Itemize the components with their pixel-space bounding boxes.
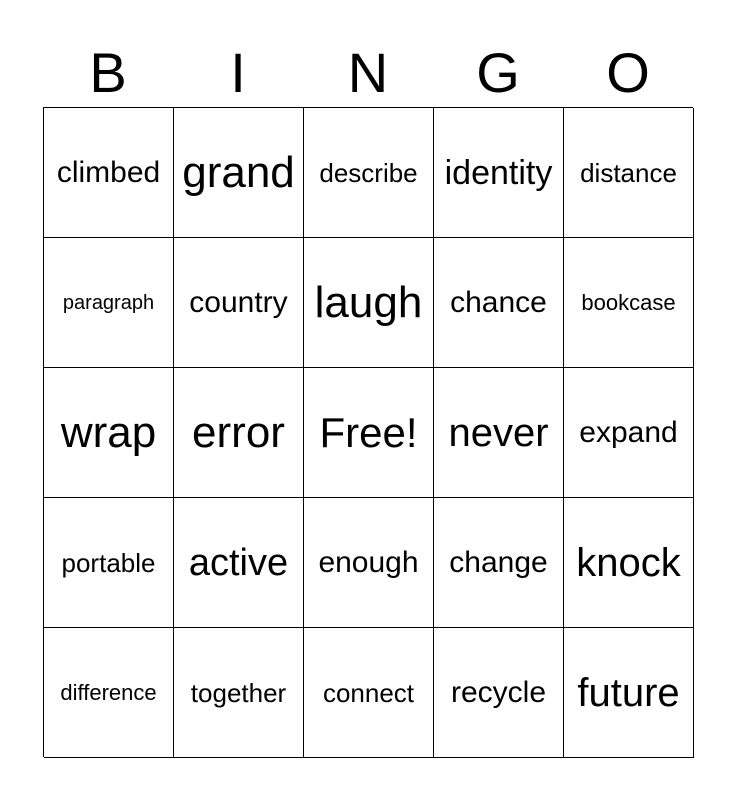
bingo-cell[interactable]: error [174, 368, 304, 498]
bingo-cell[interactable]: change [434, 498, 564, 628]
header-letter-g: G [476, 41, 520, 104]
bingo-cell[interactable]: expand [564, 368, 694, 498]
bingo-cell[interactable]: chance [434, 238, 564, 368]
bingo-cell[interactable]: wrap [44, 368, 174, 498]
header-letter-i: I [230, 41, 246, 104]
bingo-cell[interactable]: distance [564, 108, 694, 238]
bingo-cell[interactable]: knock [564, 498, 694, 628]
bingo-cell[interactable]: paragraph [44, 238, 174, 368]
bingo-cell[interactable]: climbed [44, 108, 174, 238]
bingo-cell[interactable]: describe [304, 108, 434, 238]
bingo-free-space[interactable]: Free! [304, 368, 434, 498]
bingo-cell[interactable]: never [434, 368, 564, 498]
bingo-cell[interactable]: portable [44, 498, 174, 628]
bingo-cell[interactable]: recycle [434, 628, 564, 758]
bingo-cell[interactable]: together [174, 628, 304, 758]
bingo-cell[interactable]: active [174, 498, 304, 628]
bingo-cell[interactable]: difference [44, 628, 174, 758]
bingo-cell[interactable]: grand [174, 108, 304, 238]
bingo-cell[interactable]: bookcase [564, 238, 694, 368]
bingo-board [43, 107, 693, 757]
bingo-cell[interactable]: future [564, 628, 694, 758]
bingo-cell[interactable]: enough [304, 498, 434, 628]
bingo-cell[interactable]: laugh [304, 238, 434, 368]
header-letter-n: N [347, 41, 389, 104]
bingo-header [43, 38, 693, 108]
bingo-cell[interactable]: connect [304, 628, 434, 758]
bingo-cell[interactable]: identity [434, 108, 564, 238]
header-letter-b: B [89, 41, 127, 104]
bingo-cell[interactable]: country [174, 238, 304, 368]
header-letter-o: O [606, 41, 650, 104]
